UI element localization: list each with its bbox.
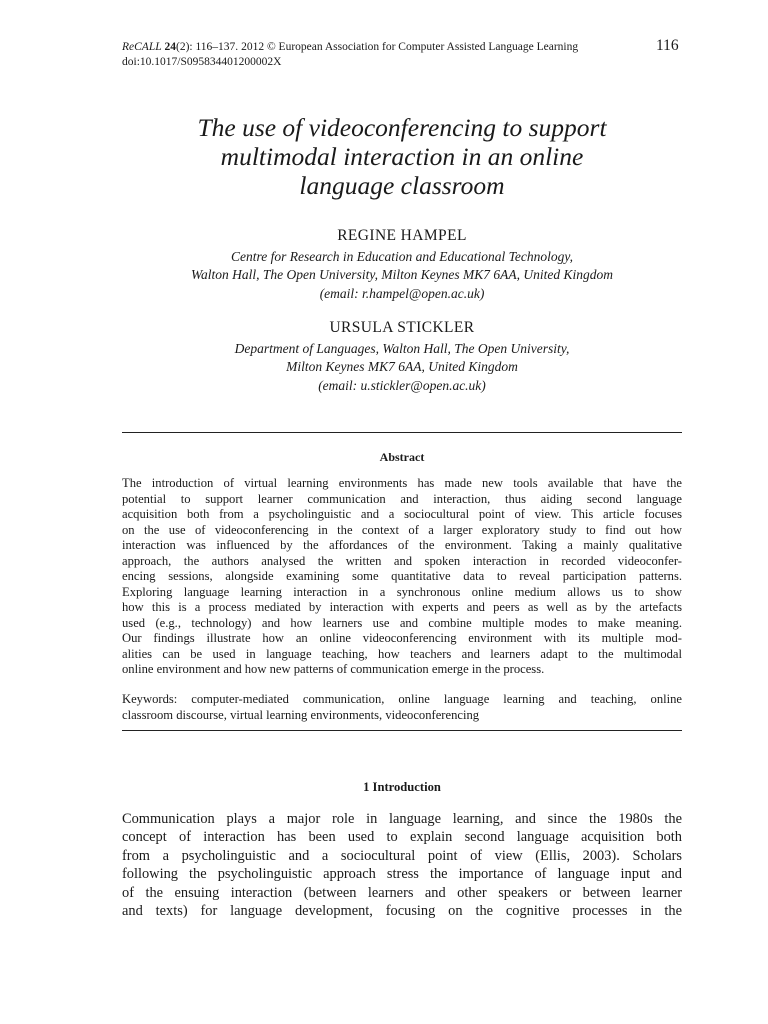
author-name: URSULA STICKLER (329, 319, 475, 336)
abstract-line: how this is a process mediated by interaction with experts and peers as well as by the artefacts (122, 600, 682, 614)
running-header (122, 40, 682, 70)
article-title (122, 113, 682, 200)
author-block-1 (122, 226, 682, 303)
volume-number: 24 (164, 41, 176, 53)
body-line: concept of interaction has been used to explain second language acquisition both (122, 829, 682, 846)
keywords-line: classroom discourse, virtual learning environments, videoconferencing (122, 707, 480, 722)
abstract-line: on the use of videoconferencing in the context of a larger exploratory study to find out how (122, 522, 682, 537)
abstract-bottom-rule (122, 730, 682, 731)
journal-name: ReCALL (122, 41, 162, 53)
abstract-line: used (e.g., technology) and how learners use and combine multiple modes to make meaning. (122, 615, 682, 630)
author-name: REGINE HAMPEL (337, 227, 467, 244)
affiliation-line: Department of Languages, Walton Hall, The Open University, (234, 341, 570, 356)
abstract-top-rule (122, 432, 682, 433)
title-line: multimodal interaction in an online (220, 142, 584, 171)
citation-line (122, 40, 682, 55)
body-line: of the ensuing interaction (between learners and other speakers or between learner (122, 884, 682, 901)
doi: doi:10.1017/S095834401200002X (122, 56, 282, 68)
author-email: (email: r.hampel@open.ac.uk) (319, 285, 485, 301)
body-line: following the psycholinguistic approach stress the importance of language input and (122, 866, 682, 883)
year-publisher: 2012 © European Association for Computer Assisted Language Learning (241, 41, 579, 53)
abstract-line: encing sessions, alongside examining some quantitative data to reveal participation patterns. (122, 569, 682, 583)
abstract-line: interaction was influenced by the affordances of the environment. Taking a mainly qualitative (122, 538, 682, 552)
abstract-body (122, 476, 682, 678)
abstract-line: online environment and how new patterns of communication emerge in the process. (122, 662, 545, 676)
affiliation-line: Centre for Research in Education and Educational Technology, (231, 249, 573, 264)
abstract-line: alities can be used in language teaching, how teachers and learners adapt to the multimodal (122, 646, 682, 661)
page-number: 116 (656, 37, 679, 54)
title-line: language classroom (299, 171, 505, 200)
author-block-2 (122, 318, 682, 395)
body-line: and texts) for language development, focusing on the cognitive processes in the (122, 903, 682, 920)
keywords-line: Keywords: computer-mediated communication, online language learning and teaching, online (122, 692, 682, 706)
abstract-line: Our findings illustrate how an online videoconferencing environment with its multiple mod- (122, 631, 682, 645)
abstract-line: Exploring language learning interaction in a synchronous online medium allows us to show (122, 584, 682, 599)
abstract-line: approach, the authors analysed the written and spoken interaction in recorded videoconfer- (122, 553, 682, 568)
abstract-line: acquisition both from a psycholinguistic and a sociocultural point of view. This article focuses (122, 507, 682, 521)
abstract-heading: Abstract (379, 450, 425, 464)
abstract-line: The introduction of virtual learning environments has made new tools available that have the (122, 476, 682, 490)
issue-pages: (2): 116–137. (176, 41, 239, 53)
affiliation-line: Walton Hall, The Open University, Milton Keynes MK7 6AA, United Kingdom (190, 267, 614, 283)
body-line: Communication plays a major role in language learning, and since the 1980s the (122, 811, 682, 827)
section-heading-introduction: 1 Introduction (363, 780, 441, 794)
body-line: from a psycholinguistic and a sociocultural point of view (Ellis, 2003). Scholars (122, 847, 682, 864)
title-line: The use of videoconferencing to support (197, 113, 607, 142)
keywords (122, 692, 682, 723)
abstract-line: potential to support learner communication and interaction, thus aiding second language (122, 491, 682, 506)
introduction-body (122, 810, 682, 920)
author-email: (email: u.stickler@open.ac.uk) (318, 377, 486, 393)
affiliation-line: Milton Keynes MK7 6AA, United Kingdom (286, 359, 518, 375)
